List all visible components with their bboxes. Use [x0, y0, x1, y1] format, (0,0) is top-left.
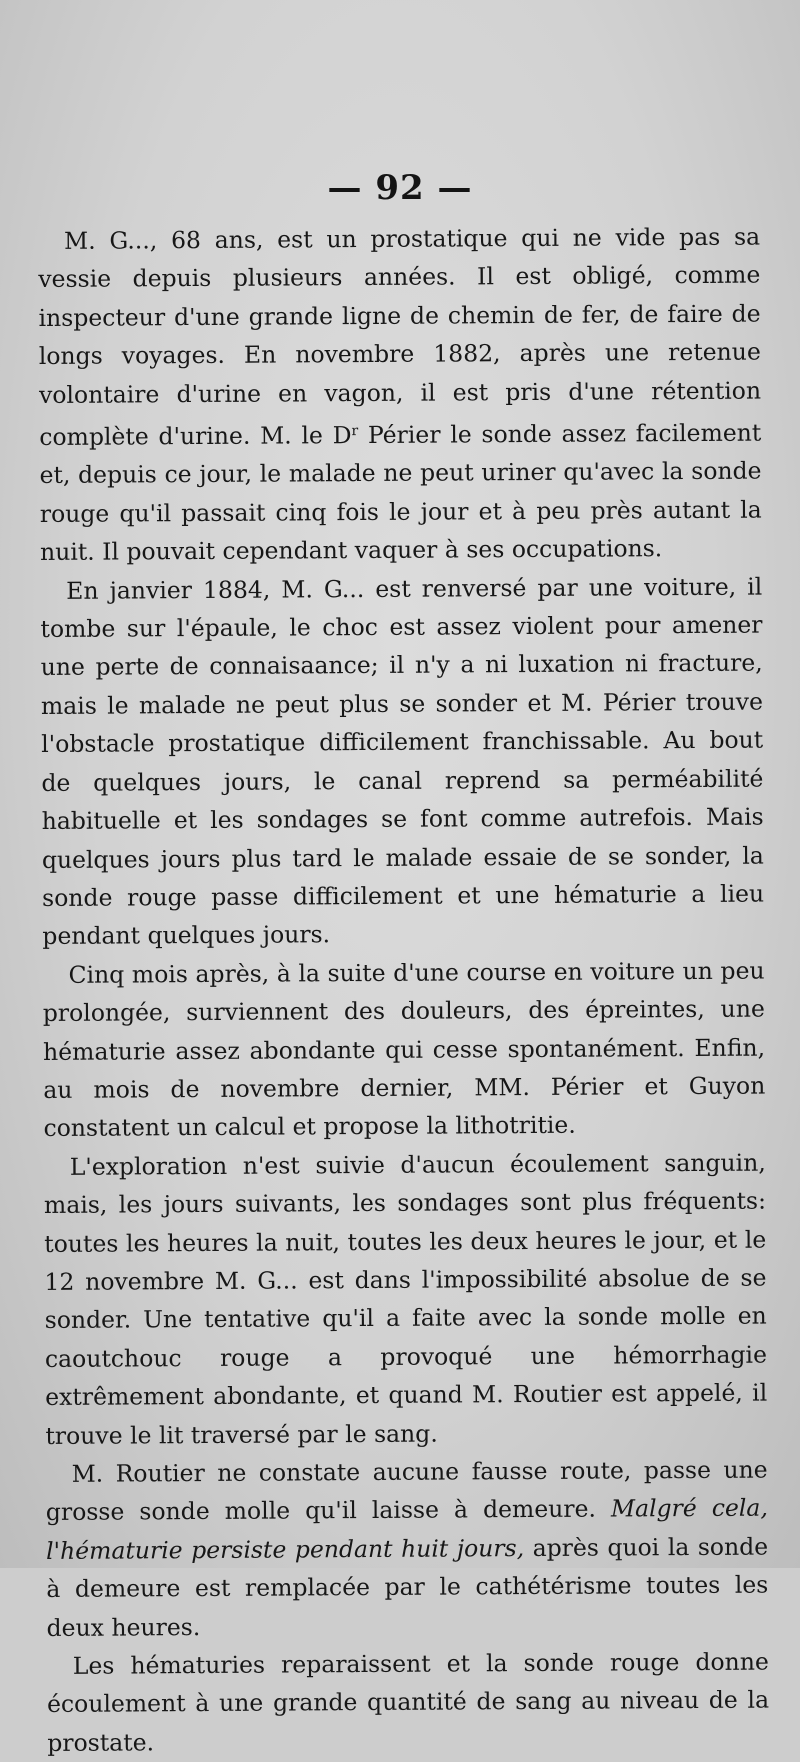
paragraph-5-italic: Malgré cela, l'hématurie persiste pendant huit jours,: [46, 1493, 768, 1565]
paragraph-6: Les hématuries reparaissent et la sonde rouge donne écoulement à une grande quantité de sang au niveau de la prostate.: [46, 1647, 770, 1757]
body-text: [38, 218, 769, 1762]
paragraph-5: [46, 1451, 769, 1647]
paragraph-1-text: M. G..., 68 ans, est un prostatique qui ne vide pas sa vessie depuis plusieurs années. Il est obligé, comme inspecteur d'une grande ligne de chemin de fer, de faire de longs voyages. En novembre 1882, après une retenue volontaire d'urine en vagon, il est pris d'une rétention complète d'urine. M. le D: [38, 222, 762, 452]
paragraph-5-text: M. Routier ne constate aucune fausse route, passe une grosse sonde molle qu'il laisse à demeure.: [45, 1455, 768, 1527]
paragraph-1: [38, 218, 762, 572]
paragraph-5-text-continued: après quoi la sonde à demeure est remplacée par le cathétérisme toutes les deux heures.: [46, 1532, 769, 1642]
page-number: — 92 —: [327, 168, 473, 208]
paragraph-4: L'exploration n'est suivie d'aucun écoulement sanguin, mais, les jours suivants, les sondages sont plus fréquents: toutes les heures la nuit, toutes les deux heures le jour, et le 12 novembre M. G... est dans l'impossibilité absolue de se sonder. Une tentative qu'il a faite avec la sonde molle en caoutchouc rouge a provoqué une hémorrhagie extrêmement abondante, et quand M. Routier est appelé, il trouve le lit traversé par le sang.: [43, 1148, 768, 1450]
doctor-abbrev-superscript: r: [351, 423, 359, 440]
paragraph-1-text-continued: Périer le sonde assez facilement et, depuis ce jour, le malade ne peut uriner qu'avec la sonde rouge qu'il passait cinq fois le jour et à peu près autant la nuit. Il pouvait cependant vaquer à ses occupations.: [39, 418, 762, 567]
paragraph-2: En janvier 1884, M. G... est renversé par une voiture, il tombe sur l'épaule, le choc est assez violent pour amener une perte de connaisaance; il n'y a ni luxation ni fracture, mais le malade ne peut plus se sonder et M. Périer trouve l'obstacle prostatique difficilement franchissable. Au bout de quelques jours, le canal reprend sa perméabilité habituelle et les sondages se font comme autrefois. Mais quelques jours plus tard le malade essaie de se sonder, la sonde rouge passe difficilement et une hématurie a lieu pendant quelques jours.: [40, 572, 765, 951]
paragraph-3: Cinq mois après, à la suite d'une course en voiture un peu prolongée, surviennent des douleurs, des épreintes, une hématurie assez abondante qui cesse spontanément. Enfin, au mois de novembre dernier, MM. Périer et Guyon constatent un calcul et propose la lithotritie.: [42, 956, 766, 1143]
